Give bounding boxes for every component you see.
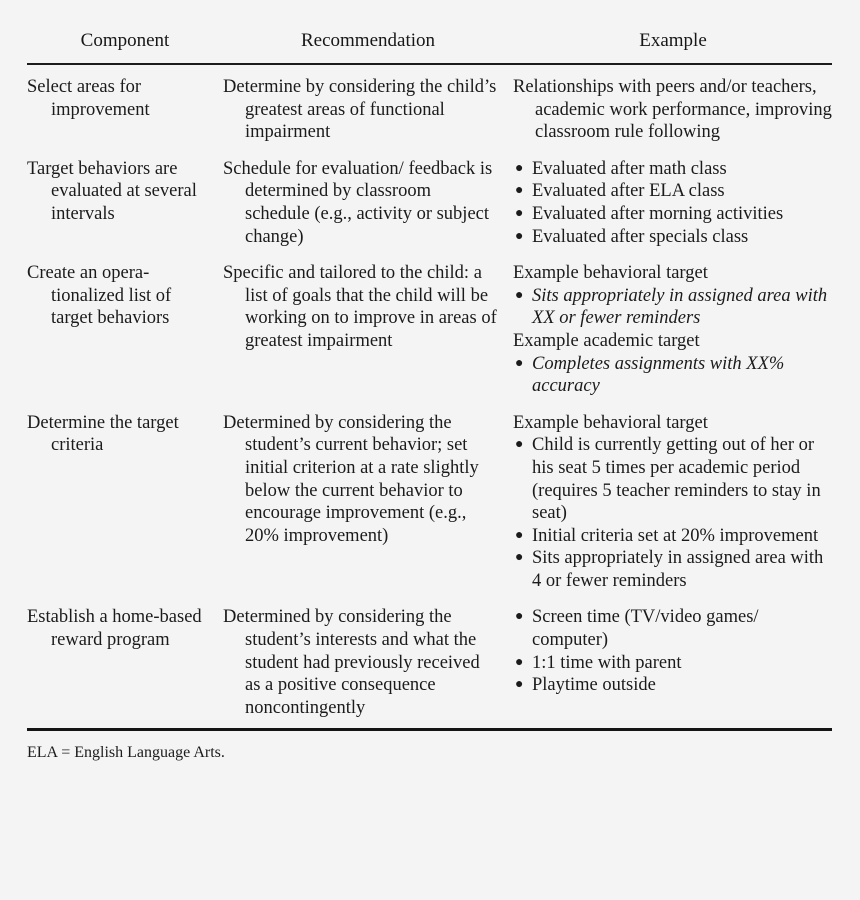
row-spacer (27, 592, 833, 606)
example-bullet-text: Evaluated after specials class (532, 226, 749, 247)
cell-example (513, 76, 833, 144)
table-footnote: ELA = English Language Arts. (27, 744, 225, 762)
row-spacer (27, 144, 833, 158)
example-bullet-item (513, 674, 833, 697)
bullet-point-icon: ● (515, 160, 524, 176)
example-bullet-text: Screen time (TV/video games/ computer) (532, 607, 759, 651)
cell-recommendation (223, 262, 513, 352)
example-bullet-list (513, 353, 833, 398)
example-bullet-text: Evaluated after morning activities (532, 203, 784, 224)
example-bullet-item (513, 434, 833, 524)
table-row (27, 262, 833, 398)
example-section-label: Example behavioral target (513, 412, 708, 433)
cell-example (513, 262, 833, 398)
bullet-point-icon: ● (515, 677, 524, 693)
table-header-row (27, 0, 833, 52)
example-bullet-item (513, 652, 833, 675)
example-bullet-list (513, 606, 833, 696)
recommendation-text: Determined by considering the student’s interests and what the student had previously received as a positive consequence noncontingently (223, 607, 480, 718)
bullet-point-icon: ● (515, 609, 524, 625)
cell-recommendation (223, 158, 513, 248)
example-bullet-text: Initial criteria set at 20% improvement (532, 525, 819, 546)
example-bullet-item (513, 158, 833, 181)
bullet-point-icon: ● (515, 228, 524, 244)
example-bullet-list (513, 434, 833, 592)
example-bullet-text: Sits appropriately in assigned area with 4 or fewer reminders (532, 548, 824, 591)
bullet-point-icon: ● (515, 550, 524, 566)
component-text: Determine the target criteria (27, 412, 179, 456)
table-row (27, 412, 833, 593)
column-header-example: Example (639, 30, 707, 51)
component-text: Create an opera- tionalized list of target behaviors (27, 263, 172, 329)
example-bullet-text: Evaluated after math class (532, 158, 727, 179)
column-header-component: Component (80, 30, 170, 51)
bullet-point-icon: ● (515, 654, 524, 670)
example-intro-text: Relationships with peers and/or teachers, academic work performance, improving classroom rule following (513, 77, 832, 143)
example-bullet-text: Completes assignments with XX% accuracy (532, 353, 785, 397)
example-bullet-item (513, 606, 833, 651)
component-text: Target behaviors are evaluated at several intervals (27, 158, 197, 224)
row-spacer (27, 398, 833, 412)
footer-rule (27, 728, 832, 731)
example-bullet-text: Sits appropriately in assigned area with XX or fewer reminders (532, 285, 828, 329)
component-text: Establish a home-based reward program (27, 607, 202, 651)
cell-recommendation (223, 412, 513, 548)
cell-example (513, 158, 833, 248)
example-bullet-item (513, 547, 833, 592)
cell-component (27, 158, 223, 226)
example-bullet-text: 1:1 time with parent (532, 652, 682, 673)
example-bullet-item (513, 226, 833, 249)
table-row (27, 76, 833, 144)
example-section-label: Example behavioral target (513, 263, 708, 284)
table-container (27, 0, 833, 763)
cell-recommendation (223, 606, 513, 719)
example-bullet-item (513, 525, 833, 548)
cell-recommendation (223, 76, 513, 144)
bullet-point-icon: ● (515, 183, 524, 199)
component-text: Select areas for improvement (27, 77, 150, 120)
table-row (27, 606, 833, 719)
example-section-label: Example academic target (513, 330, 700, 351)
cell-example (513, 606, 833, 696)
bullet-point-icon: ● (515, 287, 524, 303)
example-bullet-item (513, 353, 833, 398)
row-spacer (27, 248, 833, 262)
example-bullet-list (513, 285, 833, 330)
example-bullet-list (513, 158, 833, 248)
example-bullet-text: Child is currently getting out of her or his seat 5 times per academic period (requires 5 teacher reminders to stay in seat) (532, 435, 821, 524)
example-bullet-text: Evaluated after ELA class (532, 181, 725, 202)
example-bullet-item (513, 203, 833, 226)
cell-example (513, 412, 833, 593)
example-bullet-text: Playtime outside (532, 675, 656, 696)
cell-component (27, 262, 223, 330)
bullet-point-icon: ● (515, 437, 524, 453)
table-body (27, 65, 833, 719)
example-bullet-item (513, 180, 833, 203)
recommendation-text: Determine by considering the child’s greatest areas of functional impairment (223, 77, 497, 143)
cell-component (27, 76, 223, 121)
bullet-point-icon: ● (515, 355, 524, 371)
recommendation-text: Schedule for evaluation/ feedback is determined by classroom schedule (e.g., activity or subject change) (223, 158, 493, 247)
cell-component (27, 412, 223, 457)
column-header-recommendation: Recommendation (300, 30, 436, 51)
recommendation-text: Determined by considering the student’s current behavior; set initial criterion at a rate slightly below the current behavior to encourage improvement (e.g., 20% improvement) (223, 412, 479, 546)
recommendation-text: Specific and tailored to the child: a list of goals that the child will be working on to improve in areas of greatest impairment (223, 263, 497, 351)
bullet-point-icon: ● (515, 205, 524, 221)
example-bullet-item (513, 285, 833, 330)
table-row (27, 158, 833, 248)
bullet-point-icon: ● (515, 527, 524, 543)
cell-component (27, 606, 223, 651)
